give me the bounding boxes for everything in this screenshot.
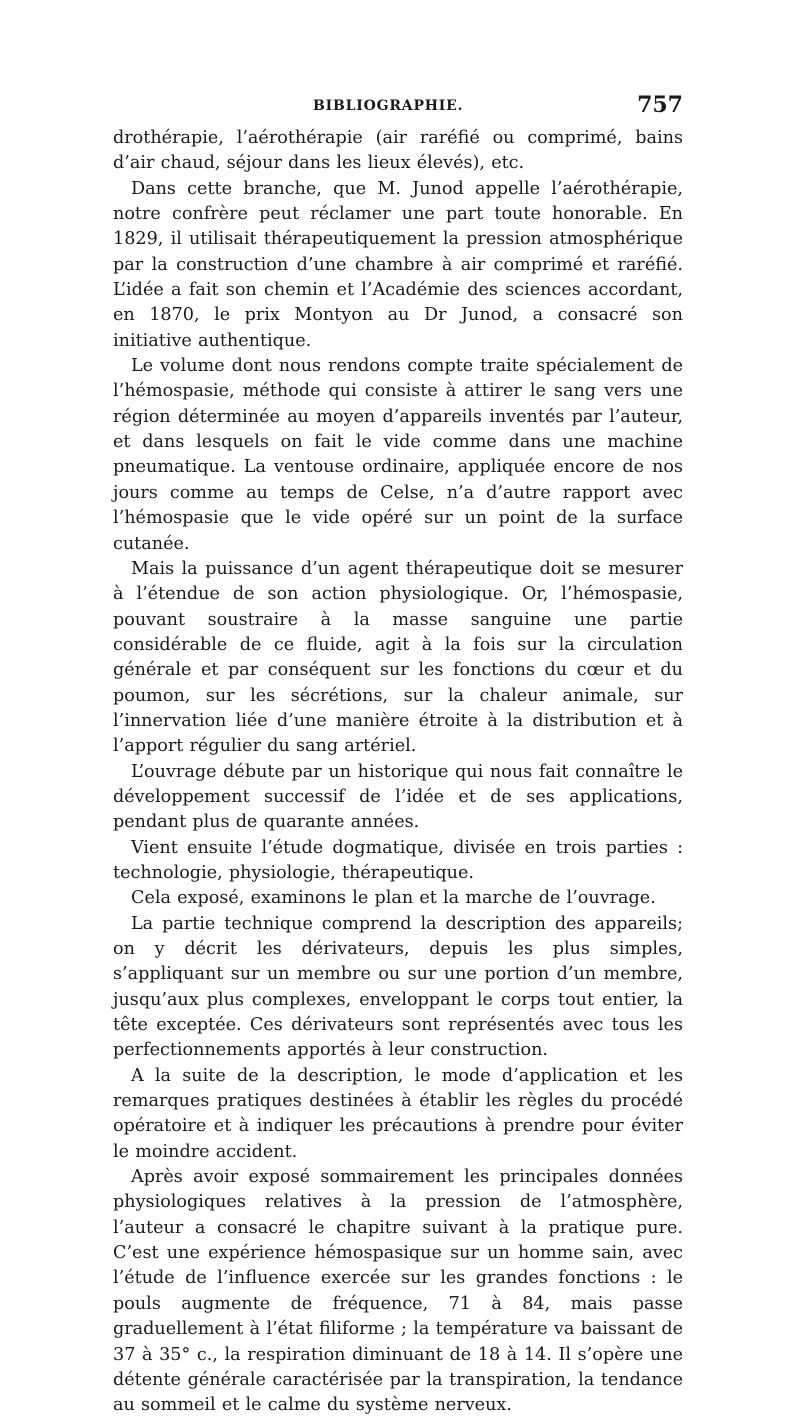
paragraph-historique: L’ouvrage débute par un historique qui nous fait connaître le développement successif de l’idée et de ses applications, pendant plus de quarante années. [113,761,683,833]
paragraph-hemospasie: Le volume dont nous rendons compte traite spécialement de l’hémospasie, méthode qui consiste à attirer le sang vers une région déterminée au moyen d’appareils inventés par l’auteur, et dans lesquels on fait le vide comme dans une machine pneumatique. La ventouse ordinaire, appliquée encore de nos jours comme au temps de Celse, n’a d’autre rapport avec l’hémospasie que le vide opéré sur un point de la surface cutanée. [113,356,683,554]
paragraph-puissance: Mais la puissance d’un agent thérapeutique doit se mesurer à l’étendue de son action physiologique. Or, l’hémospasie, pouvant soustraire à la masse sanguine une partie considérable de ce fluide, agit à la fois sur la circulation générale et par conséquent sur les fonctions du cœur et du poumon, sur les sécrétions, sur la chaleur animale, sur l’innervation liée d’une manière étroite à la distribution et à l’apport régulier du sang artériel. [113,558,683,757]
paragraph-mode-application: A la suite de la description, le mode d’application et les remarques pratiques destinées à établir les règles du procédé opératoire et à indiquer les précautions à prendre pour éviter le moindre accident. [113,1065,683,1162]
paragraph-partie-technique: La partie technique comprend la description des appareils; on y décrit les dérivateurs, depuis les plus simples, s’appliquant sur un membre ou sur une portion d’un membre, jusqu’aux plus complexes, enveloppant le corps tout entier, la tête exceptée. Ces dérivateurs sont représentés avec tous les perfectionnements apportés à leur construction. [113,913,683,1061]
running-head [113,92,683,126]
paragraph-etude-dogmatique: Vient ensuite l’étude dogmatique, divisée en trois parties : technologie, physiologie, thérapeutique. [113,837,683,883]
paragraph-aerotherapie: Dans cette branche, que M. Junod appelle l’aérothérapie, notre confrère peut réclamer une part toute honorable. En 1829, il utilisait thérapeutiquement la pression atmosphérique par la construction d’une chambre à air comprimé et raréfié. L’idée a fait son chemin et l’Académie des sciences accordant, en 1870, le prix Montyon au Dr Junod, a consacré son initiative authentique. [113,178,683,351]
paragraph-physiologie: Après avoir exposé sommairement les principales données physiologiques relatives à la pression de l’atmosphère, l’auteur a consacré le chapitre suivant à la pratique pure. C’est une expérience hémospasique sur un homme sain, avec l’étude de l’influence exercée sur les grandes fonctions : le pouls augmente de fréquence, 71 à 84, mais passe graduellement à l’état filiforme ; la température va baissant de 37 à 35° c., la respiration diminuant de 18 à 14. Il s’opère une détente générale caractérisée par la transpiration, la tendance au sommeil et le calme du système nerveux. [113,1167,683,1416]
running-title: BIBLIOGRAPHIE. [313,98,464,114]
paragraph-continued: drothérapie, l’aérothérapie (air raréfié ou comprimé, bains d’air chaud, séjour dans les lieux élevés), etc. [113,128,683,174]
paragraph-plan: Cela exposé, examinons le plan et la marche de l’ouvrage. [131,888,656,909]
page-number: 757 [637,92,683,118]
body-text [113,126,683,1419]
book-page [113,92,683,1419]
